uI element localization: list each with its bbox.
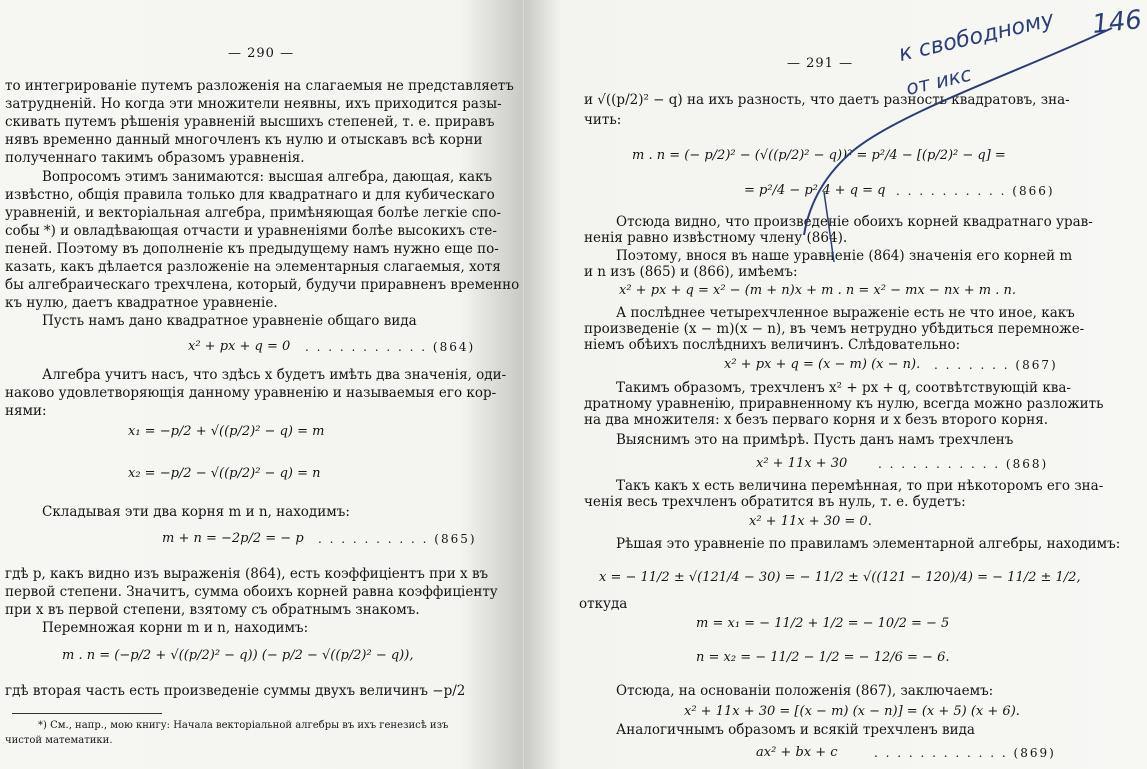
text-line: Алгебра учитъ насъ, что здѣсь x будетъ имѣть два значенія, оди- [42, 367, 507, 383]
text-line: дратному уравненію, приравненному къ нулю, всегда можно разложить [584, 396, 1104, 412]
equation-product: m . n = (−p/2 + √((p/2)² − q)) (− p/2 − √((p/2)² − q)), [62, 648, 414, 663]
equation-m-value: m = x₁ = − 11/2 + 1/2 = − 10/2 = − 5 [696, 616, 950, 631]
text-line: гдѣ вторая часть есть произведеніе суммы двухъ величинъ −p/2 [5, 683, 466, 699]
text-line: Перемножая корни m и n, находимъ: [42, 620, 309, 636]
equation-factored: x² + 11x + 30 = [(x − m) (x − n)] = (x + 5) (x + 6). [684, 704, 1020, 719]
text-line: Такъ какъ x есть величина перемѣнная, то при нѣкоторомъ его зна- [616, 478, 1104, 494]
text-line: гдѣ p, какъ видно изъ выраженія (864), есть коэффиціентъ при x въ [5, 566, 489, 582]
text-line: Выяснимъ это на примѣрѣ. Пусть данъ намъ трехчленъ [616, 432, 1014, 448]
text-line: Рѣшая это уравненіе по правиламъ элементарной алгебры, находимъ: [616, 536, 1121, 552]
equation-mn-result: = p²/4 − p²/4 + q = q [744, 183, 886, 198]
text-line: уравненій, и векторіальная алгебра, примѣняющая болѣе легкіе спо- [5, 205, 502, 221]
text-line: Отсюда видно, что произведеніе обоихъ корней квадратнаго урав- [616, 214, 1093, 230]
equation-number: . . . . . . . . . . . (868) [878, 457, 1049, 471]
equation-root-x1: x₁ = −p/2 + √((p/2)² − q) = m [128, 424, 325, 439]
text-line: ненія равно извѣстному члену (864). [584, 230, 848, 246]
text-line: казать, какъ дѣлается разложеніе на элементарныя слагаемыя, хотя [5, 259, 501, 275]
equation-864: x² + px + q = 0 [188, 339, 291, 354]
equation-n-value: n = x₂ = − 11/2 − 1/2 = − 12/6 = − 6. [696, 650, 950, 665]
pen-stroke [524, 0, 1147, 769]
text-line: при x въ первой степени, взятому съ обратнымъ знакомъ. [5, 602, 420, 618]
equation-trinomial-zero: x² + 11x + 30 = 0. [749, 514, 872, 529]
right-page [524, 0, 1147, 769]
equation-868: x² + 11x + 30 [756, 456, 848, 471]
equation-number: . . . . . . . . . . (866) [896, 184, 1055, 198]
text-line: извѣстно, общія правила только для квадратнаго и для кубическаго [5, 187, 495, 203]
text-line: на два множителя: x безъ перваго корня и x безъ второго корня. [584, 412, 1049, 428]
text-line: ченія весь трехчленъ обратится въ нуль, т. е. будетъ: [584, 494, 966, 510]
text-line: Такимъ образомъ, трехчленъ x² + px + q, соотвѣтствующій ква- [616, 380, 1071, 396]
text-line: полученнаго такимъ образомъ уравненія. [5, 150, 305, 166]
text-line: откуда [579, 596, 628, 612]
left-page [0, 0, 523, 769]
text-line: собы *) и овладѣвающая отчасти и уравненіями болѣе высокихъ сте- [5, 223, 497, 239]
equation-number: . . . . . . . . . . . (864) [305, 340, 476, 354]
text-line: Поэтому, внося въ наше уравненіе (864) значенія его корней m [616, 248, 1073, 264]
page-number: — 290 — [228, 46, 295, 61]
equation-substitution: x² + px + q = x² − (m + n)x + m . n = x² − mx − nx + m . n. [619, 283, 1017, 298]
equation-number: . . . . . . . . . . . . (869) [874, 746, 1056, 760]
text-line: наково удовлетворяющія данному уравненію и называемыя его кор- [5, 385, 497, 401]
text-line: скивать путемъ рѣшенія уравненій высшихъ степеней, т. е. приравъ [5, 114, 495, 130]
footnote-line: чистой математики. [5, 735, 113, 746]
equation-mn: m . n = (− p/2)² − (√((p/2)² − q))² = p²/4 − [(p/2)² − q] = [632, 148, 1006, 163]
text-line: затрудненій. Но когда эти множители неявны, ихъ приходится разы- [5, 96, 502, 112]
text-line: Отсюда, на основаніи положенія (867), заключаемъ: [616, 683, 994, 699]
text-line: Вопросомъ этимъ занимаются: высшая алгебра, дающая, какъ [42, 169, 493, 185]
page-number: — 291 — [787, 56, 854, 71]
text-line: ніемъ обѣихъ послѣднихъ величинъ. Слѣдовательно: [584, 337, 961, 353]
text-line: бы алгебраическаго трехчлена, который, будучи приравненъ временно [5, 277, 520, 293]
equation-867: x² + px + q = (x − m) (x − n). [724, 357, 921, 372]
text-line: Складывая эти два корня m и n, находимъ: [42, 504, 350, 520]
text-line: первой степени. Значитъ, сумма обоихъ корней равна коэффиціенту [5, 584, 498, 600]
text-line: Аналогичнымъ образомъ и всякій трехчленъ вида [616, 722, 975, 738]
equation-number: . . . . . . . . . . (865) [318, 532, 477, 546]
text-line: чить: [584, 112, 622, 128]
text-line: то интегрированіе путемъ разложенія на слагаемыя не представляетъ [5, 78, 514, 94]
footnote-rule [12, 713, 162, 714]
text-line: нями: [5, 403, 47, 419]
text-line: и n изъ (865) и (866), имѣемъ: [584, 264, 798, 280]
handwritten-note: к свободному [896, 6, 1057, 68]
handwritten-note: от икс [903, 61, 974, 100]
equation-869: ax² + bx + c [756, 745, 838, 760]
equation-root-x2: x₂ = −p/2 − √((p/2)² − q) = n [128, 466, 321, 481]
equation-number: . . . . . . . (867) [934, 358, 1058, 372]
text-line: нявъ временно данный многочленъ къ нулю и отыскавъ всѣ корни [5, 132, 483, 148]
text-line: А послѣднее четырехчленное выраженіе есть не что иное, какъ [616, 305, 1075, 321]
equation-865: m + n = −2p/2 = − p [162, 531, 304, 546]
text-line: пеней. Поэтому въ дополненіе къ предыдущему намъ нужно еще по- [5, 241, 499, 257]
text-line: произведеніе (x − m)(x − n), въ чемъ нетрудно убѣдиться перемноже- [584, 321, 1085, 337]
footnote-line: *) См., напр., мою книгу: Начала векторіальной алгебры въ ихъ генезисѣ изъ [38, 720, 449, 731]
equation-solution: x = − 11/2 ± √(121/4 − 30) = − 11/2 ± √((121 − 120)/4) = − 11/2 ± 1/2, [599, 570, 1081, 585]
handwritten-page-ref: 146 [1090, 4, 1144, 40]
text-line: къ нулю, даетъ квадратное уравненіе. [5, 295, 278, 311]
text-line: Пусть намъ дано квадратное уравненіе общаго вида [42, 313, 417, 329]
text-line: и √((p/2)² − q) на ихъ разность, что даетъ разность квадратовъ, зна- [584, 92, 1070, 108]
